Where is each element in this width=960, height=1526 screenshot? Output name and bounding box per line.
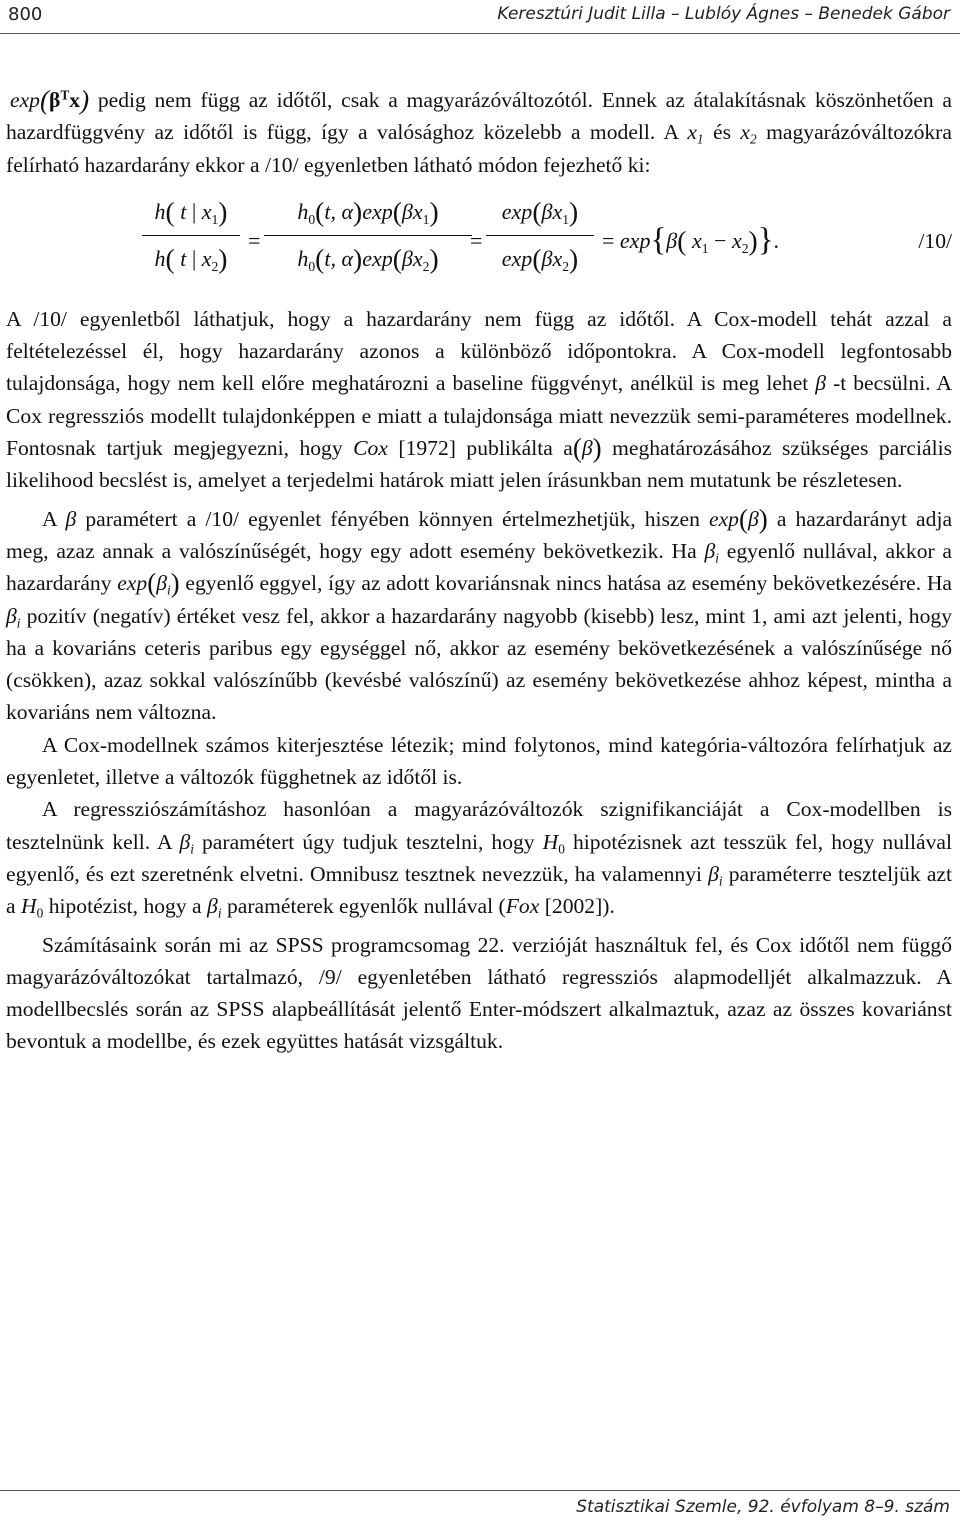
fraction-hazard-ratio: h( t | $x_1$) h( t | $x_2$) <box>142 193 240 278</box>
equation-number: /10/ <box>918 228 952 253</box>
page-number: 800 <box>8 4 43 25</box>
article-body <box>6 84 952 1058</box>
paragraph-1: $\exp(\beta^Tx)$ pedig nem függ az időtől, csak a magyarázóváltozótól. Ennek az átalakításnak köszönhetően a hazardfüggvény az időtől is függ, így a valósághoz közelebb a modell. A $x_1$ és $x_2$ magyarázóváltozókra felírható hazardarány ekkor a /10/ egyenletben látható módon fejezhető ki: <box>6 85 952 177</box>
paragraph-4: A Cox-modellnek számos kiterjesztése létezik; mind folytonos, mind kategória-változóra felírhatjuk az egyenletet, illetve a változók függhetnek az időtől is. <box>6 732 952 790</box>
math-inline: $\exp(\beta^Tx)$ <box>10 85 90 115</box>
paragraph-5: A regressziószámításhoz hasonlóan a magyarázóváltozók szignifikanciáját a Cox-modellben is tesztelnünk kell. A $\beta_i$ paramétert úgy tudjuk tesztelni, hogy $H_0$ hipotézisnek azt tesszük fel, hogy nullával egyenlő, és ezt szeretnénk elvetni. Omnibusz tesztnek nevezzük, ha valamennyi $\beta_i$ paraméterre teszteljük azt a $H_0$ hipotézist, hogy a $\beta_i$ paraméterek egyenlők nullával (Fox [2002]). <box>6 797 952 921</box>
header-rule <box>0 33 960 34</box>
page-header <box>0 0 960 32</box>
paragraph-6: Számításaink során mi az SPSS programcsomag 22. verzióját használtuk fel, és Cox időtől nem függő magyarázóváltozókat tartalmazó, /9/ egyenletében látható regressziós alapmodelljét alkalmazzuk. A modellbecslés során az SPSS alapbeállítását jelentő Enter-módszert alkalmaztuk, azaz az összes kovariánst bevontuk a modellbe, és ezek együttes hatását vizsgáltuk. <box>6 932 952 1054</box>
paragraph-2: A /10/ egyenletből láthatjuk, hogy a hazardarány nem függ az időtől. A Cox-modell tehát azzal a feltételezéssel él, hogy hazardarány azonos a különböző időpontokra. A Cox-modell legfontosabb tulajdonsága, hogy nem kell előre meghatározni a baseline függvényt, anélkül is meg lehet β -t becsülni. A Cox regressziós modellt tulajdonképpen e miatt a tulajdonsága miatt nevezzük semi-paraméteres modellnek. Fontosnak tartjuk megjegyezni, hogy Cox [1972] publikálta a(β) meghatározásához szükséges parciális likelihood becslést is, amelyet a terjedelmi határok miatt jelen írásunkban nem mutatunk be részletesen. <box>6 306 953 493</box>
fraction-exp: $\exp(\beta x_1)$ $\exp(\beta x_2)$ <box>486 193 594 278</box>
equation-10: h( t | $x_1$) h( t | $x_2$) = $h_0(t$, $\alpha)\exp(\beta x_1)$ $h_0(t$, $\alpha)\exp(\beta x_2)$ = $\exp(\beta x_1)$ $\exp(\beta x_2)$ = exp{β( $x_1 - x_2$)}. /10/ <box>6 189 952 293</box>
journal-footer: Statisztikai Szemle, 92. évfolyam 8–9. szám <box>576 1497 950 1517</box>
footer-rule <box>0 1490 960 1491</box>
running-head: Keresztúri Judit Lilla – Lublóy Ágnes – Benedek Gábor <box>497 4 950 24</box>
equation-result: = exp{β( $x_1 - x_2$)}. <box>602 221 780 258</box>
paragraph-3: A β paramétert a /10/ egyenlet fényében könnyen értelmezhetjük, hiszen exp(β) a hazardarányt adja meg, azaz annak a valószínűségét, hogy egy adott esemény bekövetkezik. Ha $\beta_i$ egyenlő nullával, akkor a hazardarány $\exp(\beta_i)$ egyenlő eggyel, így az adott kovariánsnak nincs hatása az esemény bekövetkezésére. Ha $\beta_i$ pozitív (negatív) értéket vesz fel, akkor a hazardarány nagyobb (kisebb) lesz, mint 1, ami azt jelenti, hogy ha a kovariáns ceteris paribus egy egységgel nő, akkor az esemény bekövetkezésének a valószínűsége nő (csökken), azaz sokkal valószínűbb (kevésbé valószínű) az esemény bekövetkezése ahhoz képest, mintha a kovariáns nem változna. <box>6 503 953 725</box>
fraction-baseline: $h_0(t$, $\alpha)\exp(\beta x_1)$ $h_0(t$, $\alpha)\exp(\beta x_2)$ <box>264 193 472 278</box>
